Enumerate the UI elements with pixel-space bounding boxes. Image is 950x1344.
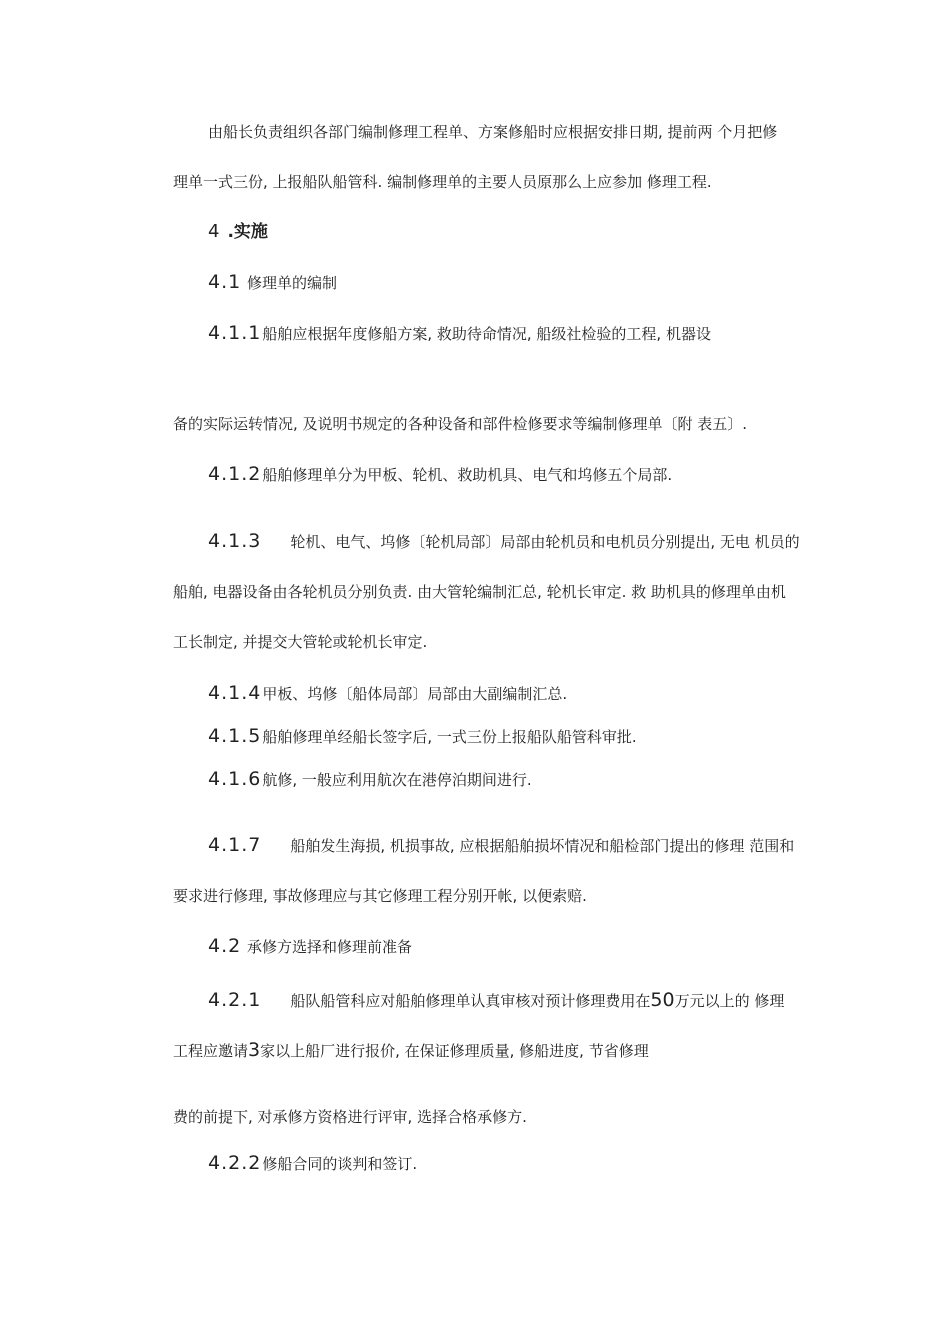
clause-text: 费的前提下, 对承修方资格进行评审, 选择合格承修方. — [173, 1108, 527, 1126]
clause-number: 4.1.4 — [208, 682, 262, 704]
paragraph-text: 由船长负责组织各部门编制修理工程单、方案修船时应根据安排日期, 提前两 个月把修 — [208, 123, 778, 141]
clause-line — [208, 835, 794, 856]
clause-number: 4.2.2 — [208, 1152, 262, 1174]
clause-line — [208, 990, 784, 1011]
clause-text: 甲板、坞修〔船体局部〕局部由大副编制汇总. — [262, 685, 568, 703]
clause-number: 4.1.3 — [208, 530, 262, 552]
clause-text: 船队船管科应对船舶修理单认真审核对预计修理费用在 — [290, 992, 651, 1010]
clause-line — [208, 464, 672, 485]
paragraph-line — [173, 172, 712, 192]
clause-line — [208, 531, 800, 552]
clause-text: 航修, 一般应利用航次在港停泊期间进行. — [262, 771, 532, 789]
clause-number: 4.2.1 — [208, 989, 262, 1011]
paragraph-text: 理单一式三份, 上报船队船管科. 编制修理单的主要人员原那么上应参加 修理工程. — [173, 173, 712, 191]
subsection-heading — [208, 936, 412, 957]
clause-text: 船舶应根据年度修船方案, 救助待命情况, 船级社检验的工程, 机器设 — [262, 325, 711, 343]
clause-text: 工长制定, 并提交大管轮或轮机长审定. — [173, 633, 428, 651]
clause-text: 备的实际运转情况, 及说明书规定的各种设备和部件检修要求等编制修理单〔附 表五〕. — [173, 415, 748, 433]
clause-text: 轮机、电气、坞修〔轮机局部〕局部由轮机员和电机员分别提出, 无电 机员的 — [290, 533, 800, 551]
clause-continuation — [173, 632, 427, 652]
section-title: .实施 — [227, 222, 268, 242]
clause-continuation — [173, 414, 747, 434]
subsection-heading — [208, 272, 337, 293]
clause-text: 工程应邀请 — [173, 1042, 249, 1060]
clause-line — [208, 726, 637, 747]
clause-number: 4.1.6 — [208, 768, 262, 790]
clause-continuation — [173, 1040, 649, 1061]
section-number: 4.1 — [208, 271, 242, 293]
clause-text: 万元以上的 修理 — [674, 992, 785, 1010]
clause-line — [208, 769, 532, 790]
clause-text: 船舶修理单经船长签字后, 一式三份上报船队船管科审批. — [262, 728, 637, 746]
clause-text: 船舶修理单分为甲板、轮机、救助机具、电气和坞修五个局部. — [262, 466, 673, 484]
amount-value: 50 — [650, 989, 675, 1011]
section-number: 4 — [208, 221, 221, 242]
clause-number: 4.1.7 — [208, 834, 262, 856]
clause-continuation — [173, 1107, 527, 1127]
clause-continuation — [173, 886, 587, 906]
clause-text: 船舶, 电器设备由各轮机员分别负责. 由大管轮编制汇总, 轮机长审定. 救 助机具的修理单由机 — [173, 583, 786, 601]
section-title: 修理单的编制 — [247, 274, 338, 292]
clause-line — [208, 683, 567, 704]
section-heading — [208, 222, 268, 242]
section-title: 承修方选择和修理前准备 — [247, 938, 413, 956]
clause-text: 家以上船厂进行报价, 在保证修理质量, 修船进度, 节省修理 — [260, 1042, 649, 1060]
clause-number: 4.1.1 — [208, 322, 262, 344]
count-value: 3 — [248, 1039, 261, 1061]
clause-text: 要求进行修理, 事故修理应与其它修理工程分别开帐, 以便索赔. — [173, 887, 587, 905]
clause-text: 修船合同的谈判和签订. — [262, 1155, 418, 1173]
clause-number: 4.1.5 — [208, 725, 262, 747]
clause-text: 船舶发生海损, 机损事故, 应根据船舶损坏情况和船检部门提出的修理 范围和 — [290, 837, 795, 855]
clause-line — [208, 323, 711, 344]
section-number: 4.2 — [208, 935, 242, 957]
clause-continuation — [173, 582, 786, 602]
clause-line — [208, 1153, 417, 1174]
clause-number: 4.1.2 — [208, 463, 262, 485]
paragraph-line — [208, 122, 777, 142]
